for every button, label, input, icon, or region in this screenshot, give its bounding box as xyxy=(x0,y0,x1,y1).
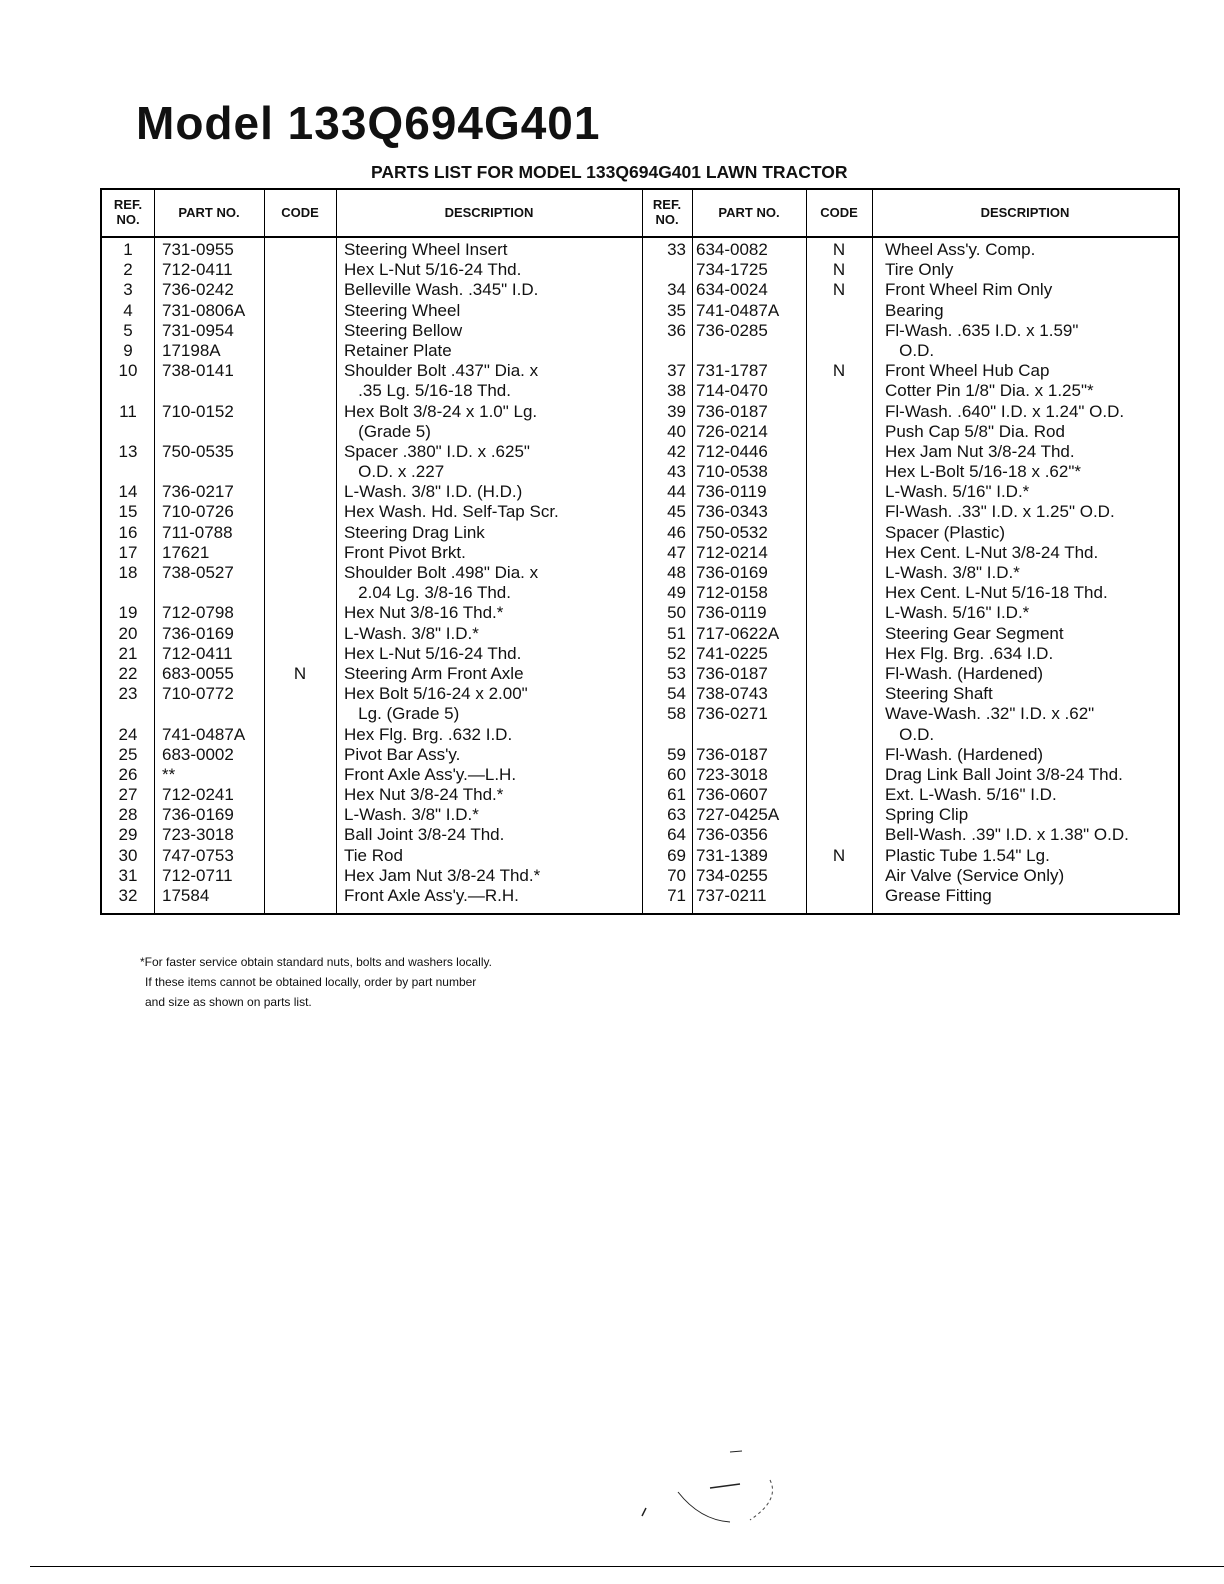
table-cell-code xyxy=(806,583,872,603)
table-cell-code xyxy=(264,321,336,341)
table-cell-part: 734-0255 xyxy=(696,865,768,885)
table-cell-code xyxy=(806,866,872,886)
table-cell-ref: 10 xyxy=(118,361,138,381)
table-cell-desc: Hex L-Nut 5/16-24 Thd. xyxy=(344,643,522,663)
table-cell-desc: Spring Clip xyxy=(885,805,969,825)
table-cell-ref: 16 xyxy=(118,522,138,542)
table-cell-ref: 32 xyxy=(118,886,138,905)
table-cell-desc: Ball Joint 3/8-24 Thd. xyxy=(344,825,505,845)
table-cell-ref xyxy=(102,583,154,603)
table-cell-part xyxy=(162,381,264,401)
table-cell-part: 736-0169 xyxy=(162,623,234,643)
table-cell-part xyxy=(162,704,264,724)
table-cell-ref: 54 xyxy=(667,684,686,704)
table-cell-code xyxy=(806,785,872,805)
table-cell-desc: L-Wash. 5/16" I.D.* xyxy=(885,603,1030,623)
table-cell-ref: 58 xyxy=(667,704,686,724)
header-ref-no-left: REF. NO. xyxy=(113,197,143,227)
table-cell-ref: 34 xyxy=(667,280,686,300)
left-description-column xyxy=(344,240,640,906)
table-cell-desc: Retainer Plate xyxy=(344,340,452,360)
table-cell-part: 714-0470 xyxy=(696,381,768,401)
table-cell-part: 727-0425A xyxy=(696,805,780,825)
table-cell-part: 723-3018 xyxy=(162,825,234,845)
table-cell-code xyxy=(806,543,872,563)
table-cell-code: N xyxy=(832,280,846,300)
table-cell-ref: 47 xyxy=(667,542,686,562)
table-cell-desc: Plastic Tube 1.54" Lg. xyxy=(885,845,1050,865)
table-cell-part: 712-0446 xyxy=(696,441,768,461)
table-cell-ref: 35 xyxy=(667,300,686,320)
table-cell-desc: Hex Bolt 5/16-24 x 2.00" xyxy=(344,684,528,704)
table-cell-desc: Push Cap 5/8" Dia. Rod xyxy=(885,421,1065,441)
table-cell-code xyxy=(806,422,872,442)
table-cell-code xyxy=(806,442,872,462)
table-cell-code xyxy=(806,341,872,361)
table-cell-desc: O.D. xyxy=(885,724,935,744)
table-cell-desc: L-Wash. 3/8" I.D.* xyxy=(344,805,479,825)
table-cell-code xyxy=(806,624,872,644)
table-cell-code xyxy=(264,866,336,886)
table-cell-desc: (Grade 5) xyxy=(344,421,431,441)
table-cell-code xyxy=(264,402,336,422)
table-cell-ref: 42 xyxy=(667,441,686,461)
header-description-left: DESCRIPTION xyxy=(444,204,534,220)
column-divider xyxy=(154,190,155,913)
table-cell-part: 731-1389 xyxy=(696,845,768,865)
column-divider xyxy=(872,190,873,913)
table-cell-desc: O.D. xyxy=(885,340,935,360)
table-cell-ref xyxy=(642,260,686,280)
table-cell-desc: O.D. x .227 xyxy=(344,462,445,482)
table-cell-desc: Steering Bellow xyxy=(344,320,463,340)
table-cell-part: ** xyxy=(162,764,176,784)
table-cell-part: 731-1787 xyxy=(696,361,768,381)
table-cell-ref: 39 xyxy=(667,401,686,421)
parts-list-subtitle: PARTS LIST FOR MODEL 133Q694G401 LAWN TRACTOR xyxy=(371,162,848,182)
left-ref-column xyxy=(102,240,154,906)
table-cell-part: 741-0487A xyxy=(162,724,246,744)
parts-table xyxy=(100,188,1180,915)
table-cell-code xyxy=(264,603,336,623)
table-cell-part: 738-0141 xyxy=(162,361,234,381)
table-cell-code: N xyxy=(832,361,846,381)
table-cell-ref: 64 xyxy=(667,825,686,845)
table-cell-code xyxy=(264,846,336,866)
table-cell-ref: 27 xyxy=(118,785,138,805)
table-cell-desc: Front Wheel Hub Cap xyxy=(885,361,1050,381)
table-cell-code xyxy=(264,825,336,845)
table-cell-ref: 23 xyxy=(118,684,138,704)
table-cell-code xyxy=(806,704,872,724)
table-cell-code xyxy=(264,684,336,704)
table-cell-part: 736-0187 xyxy=(696,663,768,683)
table-cell-part: 731-0955 xyxy=(162,240,234,259)
table-cell-part: 712-0411 xyxy=(162,643,233,663)
table-cell-code xyxy=(806,462,872,482)
table-cell-code xyxy=(264,644,336,664)
table-cell-desc: Front Wheel Rim Only xyxy=(885,280,1053,300)
table-cell-desc: Fl-Wash. .635 I.D. x 1.59" xyxy=(885,320,1079,340)
table-cell-desc: .35 Lg. 5/16-18 Thd. xyxy=(344,381,511,401)
table-cell-ref: 17 xyxy=(118,542,138,562)
right-ref-column xyxy=(642,240,686,906)
table-cell-code xyxy=(264,442,336,462)
table-cell-desc: Hex Flg. Brg. .634 I.D. xyxy=(885,643,1054,663)
table-cell-part: 750-0532 xyxy=(696,522,768,542)
table-cell-code xyxy=(264,260,336,280)
table-cell-ref: 40 xyxy=(667,421,686,441)
table-cell-part: 736-0187 xyxy=(696,744,768,764)
footnote-line: and size as shown on parts list. xyxy=(145,995,312,1009)
right-description-column xyxy=(885,240,1178,906)
table-cell-part: 747-0753 xyxy=(162,845,234,865)
table-cell-part: 712-0411 xyxy=(162,260,233,280)
table-cell-code xyxy=(806,502,872,522)
table-cell-ref: 9 xyxy=(123,340,133,360)
table-cell-code xyxy=(264,745,336,765)
table-cell-part: 736-0169 xyxy=(696,563,768,582)
table-cell-ref: 53 xyxy=(667,663,686,683)
table-cell-ref: 60 xyxy=(667,764,686,784)
table-cell-code xyxy=(264,462,336,482)
table-cell-part xyxy=(696,725,806,745)
table-cell-ref: 24 xyxy=(118,724,138,744)
table-cell-code xyxy=(264,523,336,543)
table-cell-part xyxy=(696,341,806,361)
table-cell-desc: Front Axle Ass'y.—L.H. xyxy=(344,764,517,784)
table-cell-desc: Steering Arm Front Axle xyxy=(344,663,524,683)
table-cell-desc: Cotter Pin 1/8" Dia. x 1.25"* xyxy=(885,381,1094,401)
table-cell-ref: 13 xyxy=(118,441,138,461)
table-cell-part: 736-0217 xyxy=(162,482,234,502)
table-cell-part xyxy=(162,583,264,603)
table-cell-desc: L-Wash. 3/8" I.D.* xyxy=(344,623,479,643)
table-cell-ref: 1 xyxy=(123,240,133,259)
table-cell-ref: 61 xyxy=(667,785,686,805)
table-cell-code xyxy=(264,583,336,603)
table-cell-part: 634-0024 xyxy=(696,280,768,300)
table-cell-desc: Fl-Wash. .640" I.D. x 1.24" O.D. xyxy=(885,401,1125,421)
table-cell-ref: 52 xyxy=(667,643,686,663)
table-cell-part: 738-0743 xyxy=(696,684,768,704)
table-cell-code xyxy=(264,805,336,825)
table-cell-part: 710-0152 xyxy=(162,401,234,421)
table-cell-code xyxy=(806,301,872,321)
table-cell-desc: Hex Bolt 3/8-24 x 1.0" Lg. xyxy=(344,401,538,421)
table-cell-code xyxy=(264,341,336,361)
table-cell-part: 731-0806A xyxy=(162,300,246,320)
table-cell-desc: Ext. L-Wash. 5/16" I.D. xyxy=(885,785,1057,805)
table-cell-ref: 14 xyxy=(118,482,138,502)
table-cell-ref: 50 xyxy=(667,603,686,623)
table-cell-code xyxy=(806,402,872,422)
table-cell-desc: Bell-Wash. .39" I.D. x 1.38" O.D. xyxy=(885,825,1129,845)
table-cell-part: 17621 xyxy=(162,542,210,562)
table-cell-desc: Tire Only xyxy=(885,260,954,280)
table-cell-ref: 70 xyxy=(667,865,686,885)
table-cell-desc: Hex L-Nut 5/16-24 Thd. xyxy=(344,260,522,280)
table-cell-code xyxy=(806,644,872,664)
table-cell-code xyxy=(264,502,336,522)
table-cell-desc: Belleville Wash. .345" I.D. xyxy=(344,280,539,300)
table-cell-part: 736-0285 xyxy=(696,320,768,340)
table-cell-part: 731-0954 xyxy=(162,320,234,340)
table-cell-code xyxy=(806,603,872,623)
table-cell-desc: Tie Rod xyxy=(344,845,403,865)
table-cell-code xyxy=(806,523,872,543)
footnote-line: If these items cannot be obtained locally, order by part number xyxy=(145,975,477,989)
table-cell-code xyxy=(806,725,872,745)
table-cell-part: 717-0622A xyxy=(696,623,780,643)
footnote xyxy=(140,952,492,1012)
column-divider xyxy=(692,190,693,913)
table-cell-ref xyxy=(102,422,154,442)
table-cell-ref xyxy=(642,725,686,745)
left-code-column xyxy=(264,240,336,906)
table-cell-code xyxy=(806,664,872,684)
table-cell-part: 738-0527 xyxy=(162,563,234,582)
left-part-column xyxy=(162,240,264,906)
table-cell-part: 683-0055 xyxy=(162,663,234,683)
table-cell-desc: Steering Shaft xyxy=(885,684,993,704)
table-cell-desc: Drag Link Ball Joint 3/8-24 Thd. xyxy=(885,764,1123,784)
table-cell-desc: Pivot Bar Ass'y. xyxy=(344,744,461,764)
table-cell-desc: Fl-Wash. (Hardened) xyxy=(885,744,1044,764)
table-cell-code xyxy=(264,725,336,745)
table-cell-ref: 48 xyxy=(667,563,686,582)
table-cell-part: 710-0772 xyxy=(162,684,234,704)
table-cell-ref: 21 xyxy=(118,643,138,663)
table-cell-part: 736-0119 xyxy=(696,603,767,623)
table-cell-desc: Hex Cent. L-Nut 5/16-18 Thd. xyxy=(885,583,1108,603)
table-cell-part: 736-0242 xyxy=(162,280,234,300)
header-ref-no-right: REF. NO. xyxy=(652,197,682,227)
header-code-left: CODE xyxy=(281,204,319,220)
table-cell-code: N xyxy=(832,240,846,259)
table-cell-desc: Hex Cent. L-Nut 3/8-24 Thd. xyxy=(885,542,1099,562)
header-code-right: CODE xyxy=(820,204,858,220)
table-cell-desc: Hex Wash. Hd. Self-Tap Scr. xyxy=(344,502,559,522)
table-cell-code xyxy=(806,886,872,906)
table-cell-part: 736-0119 xyxy=(696,482,767,502)
table-cell-code xyxy=(806,765,872,785)
table-cell-part: 736-0271 xyxy=(696,704,768,724)
table-cell-ref: 2 xyxy=(123,260,133,280)
header-part-no-right: PART NO. xyxy=(718,204,780,220)
table-cell-code xyxy=(806,805,872,825)
table-cell-desc: Bearing xyxy=(885,300,944,320)
table-cell-desc: Front Axle Ass'y.—R.H. xyxy=(344,886,519,905)
table-cell-desc: Fl-Wash. (Hardened) xyxy=(885,663,1044,683)
table-cell-code xyxy=(264,381,336,401)
table-cell-part: 712-0158 xyxy=(696,583,768,603)
table-cell-desc: Hex Nut 3/8-16 Thd.* xyxy=(344,603,504,623)
table-cell-part: 634-0082 xyxy=(696,240,768,259)
table-cell-ref: 69 xyxy=(667,845,686,865)
table-cell-code xyxy=(806,381,872,401)
table-cell-ref: 25 xyxy=(118,744,138,764)
table-cell-code: N xyxy=(832,260,846,280)
table-cell-desc: Grease Fitting xyxy=(885,886,992,905)
table-cell-code xyxy=(264,422,336,442)
table-cell-code xyxy=(264,543,336,563)
table-cell-part: 17584 xyxy=(162,886,210,905)
table-cell-code xyxy=(806,563,872,583)
table-cell-code xyxy=(264,280,336,300)
table-cell-code xyxy=(264,361,336,381)
table-cell-code: N xyxy=(832,845,846,865)
table-cell-code xyxy=(264,482,336,502)
table-cell-part xyxy=(162,462,264,482)
table-cell-code xyxy=(264,765,336,785)
table-cell-desc: L-Wash. 3/8" I.D. (H.D.) xyxy=(344,482,523,502)
table-cell-part: 726-0214 xyxy=(696,421,768,441)
table-cell-part: 741-0487A xyxy=(696,300,780,320)
table-cell-ref xyxy=(642,341,686,361)
table-cell-desc: Hex Jam Nut 3/8-24 Thd.* xyxy=(344,865,541,885)
table-cell-code xyxy=(264,624,336,644)
table-cell-ref xyxy=(102,381,154,401)
table-cell-ref: 45 xyxy=(667,502,686,522)
table-cell-ref: 71 xyxy=(667,886,686,905)
table-cell-desc: Hex L-Bolt 5/16-18 x .62"* xyxy=(885,462,1081,482)
column-divider xyxy=(336,190,337,913)
table-cell-part: 710-0538 xyxy=(696,462,768,482)
table-cell-part: 736-0607 xyxy=(696,785,768,805)
table-cell-code xyxy=(264,563,336,583)
table-cell-code xyxy=(264,886,336,906)
footnote-line: *For faster service obtain standard nuts, bolts and washers locally. xyxy=(140,955,492,969)
table-cell-desc: Lg. (Grade 5) xyxy=(344,704,460,724)
table-cell-ref: 26 xyxy=(118,764,138,784)
table-cell-part: 712-0214 xyxy=(696,542,768,562)
table-cell-desc: Steering Wheel Insert xyxy=(344,240,508,259)
table-cell-desc: Steering Gear Segment xyxy=(885,623,1064,643)
table-cell-ref: 11 xyxy=(119,401,137,421)
table-cell-code xyxy=(806,745,872,765)
model-title: Model 133Q694G401 xyxy=(136,97,601,149)
table-cell-desc: Spacer (Plastic) xyxy=(885,522,1005,542)
table-cell-code xyxy=(806,684,872,704)
table-cell-desc: Steering Wheel xyxy=(344,300,461,320)
right-code-column xyxy=(806,240,872,906)
table-cell-ref: 20 xyxy=(118,623,138,643)
table-cell-code xyxy=(806,321,872,341)
table-cell-ref: 4 xyxy=(123,300,133,320)
table-cell-ref: 51 xyxy=(667,623,686,643)
table-cell-ref: 28 xyxy=(118,805,138,825)
table-cell-desc: Hex Nut 3/8-24 Thd.* xyxy=(344,785,504,805)
table-cell-part: 741-0225 xyxy=(696,643,768,663)
table-cell-code xyxy=(806,482,872,502)
table-cell-part: 712-0711 xyxy=(162,865,233,885)
table-cell-ref: 38 xyxy=(667,381,686,401)
table-cell-ref: 59 xyxy=(667,744,686,764)
table-cell-part: 723-3018 xyxy=(696,764,768,784)
table-cell-part: 712-0241 xyxy=(162,785,234,805)
table-cell-ref xyxy=(102,462,154,482)
right-part-column xyxy=(696,240,806,906)
table-cell-code xyxy=(264,240,336,260)
page-bottom-rule xyxy=(30,1566,1224,1567)
table-cell-part: 711-0788 xyxy=(162,522,233,542)
table-cell-desc: Wave-Wash. .32" I.D. x .62" xyxy=(885,704,1095,724)
table-cell-part: 683-0002 xyxy=(162,744,234,764)
table-cell-desc: Fl-Wash. .33" I.D. x 1.25" O.D. xyxy=(885,502,1115,522)
table-cell-ref: 5 xyxy=(123,320,133,340)
table-cell-ref: 37 xyxy=(667,361,686,381)
table-cell-code xyxy=(264,785,336,805)
table-cell-desc: L-Wash. 5/16" I.D.* xyxy=(885,482,1030,502)
table-cell-part: 736-0169 xyxy=(162,805,234,825)
table-cell-code xyxy=(264,704,336,724)
table-cell-ref: 15 xyxy=(118,502,138,522)
header-part-no-left: PART NO. xyxy=(178,204,240,220)
table-cell-ref: 19 xyxy=(118,603,138,623)
table-cell-part: 734-1725 xyxy=(696,260,768,280)
table-cell-desc: 2.04 Lg. 3/8-16 Thd. xyxy=(344,583,511,603)
table-cell-ref: 30 xyxy=(118,845,138,865)
table-cell-code xyxy=(806,825,872,845)
table-cell-desc: Steering Drag Link xyxy=(344,522,485,542)
table-cell-part: 736-0356 xyxy=(696,825,768,845)
header-description-right: DESCRIPTION xyxy=(980,204,1070,220)
table-cell-ref: 63 xyxy=(667,805,686,825)
table-cell-part xyxy=(162,422,264,442)
table-cell-ref: 29 xyxy=(118,825,138,845)
table-cell-part: 736-0187 xyxy=(696,401,768,421)
table-cell-ref: 49 xyxy=(667,583,686,603)
table-cell-code xyxy=(264,301,336,321)
table-cell-part: 712-0798 xyxy=(162,603,234,623)
table-cell-part: 737-0211 xyxy=(696,886,767,905)
scan-smudge-marks xyxy=(630,1440,800,1530)
table-cell-part: 17198A xyxy=(162,340,221,360)
table-cell-desc: Wheel Ass'y. Comp. xyxy=(885,240,1036,259)
table-cell-code: N xyxy=(293,663,307,683)
table-cell-desc: Air Valve (Service Only) xyxy=(885,865,1065,885)
table-cell-desc: Shoulder Bolt .498" Dia. x xyxy=(344,563,539,582)
table-cell-ref: 36 xyxy=(667,320,686,340)
table-cell-ref: 18 xyxy=(118,563,138,582)
table-cell-ref: 46 xyxy=(667,522,686,542)
table-cell-desc: Hex Jam Nut 3/8-24 Thd. xyxy=(885,441,1075,461)
table-cell-ref xyxy=(102,704,154,724)
table-cell-ref: 43 xyxy=(667,462,686,482)
table-cell-ref: 3 xyxy=(123,280,133,300)
table-cell-part: 750-0535 xyxy=(162,441,234,461)
table-cell-part: 710-0726 xyxy=(162,502,234,522)
table-cell-ref: 31 xyxy=(118,865,138,885)
table-cell-desc: Shoulder Bolt .437" Dia. x xyxy=(344,361,539,381)
table-cell-desc: Hex Flg. Brg. .632 I.D. xyxy=(344,724,513,744)
table-cell-desc: L-Wash. 3/8" I.D.* xyxy=(885,563,1020,582)
table-cell-ref: 44 xyxy=(667,482,686,502)
table-cell-part: 736-0343 xyxy=(696,502,768,522)
table-cell-ref: 33 xyxy=(667,240,686,259)
table-cell-desc: Front Pivot Brkt. xyxy=(344,542,466,562)
table-cell-desc: Spacer .380" I.D. x .625" xyxy=(344,441,530,461)
table-cell-ref: 22 xyxy=(118,663,138,683)
